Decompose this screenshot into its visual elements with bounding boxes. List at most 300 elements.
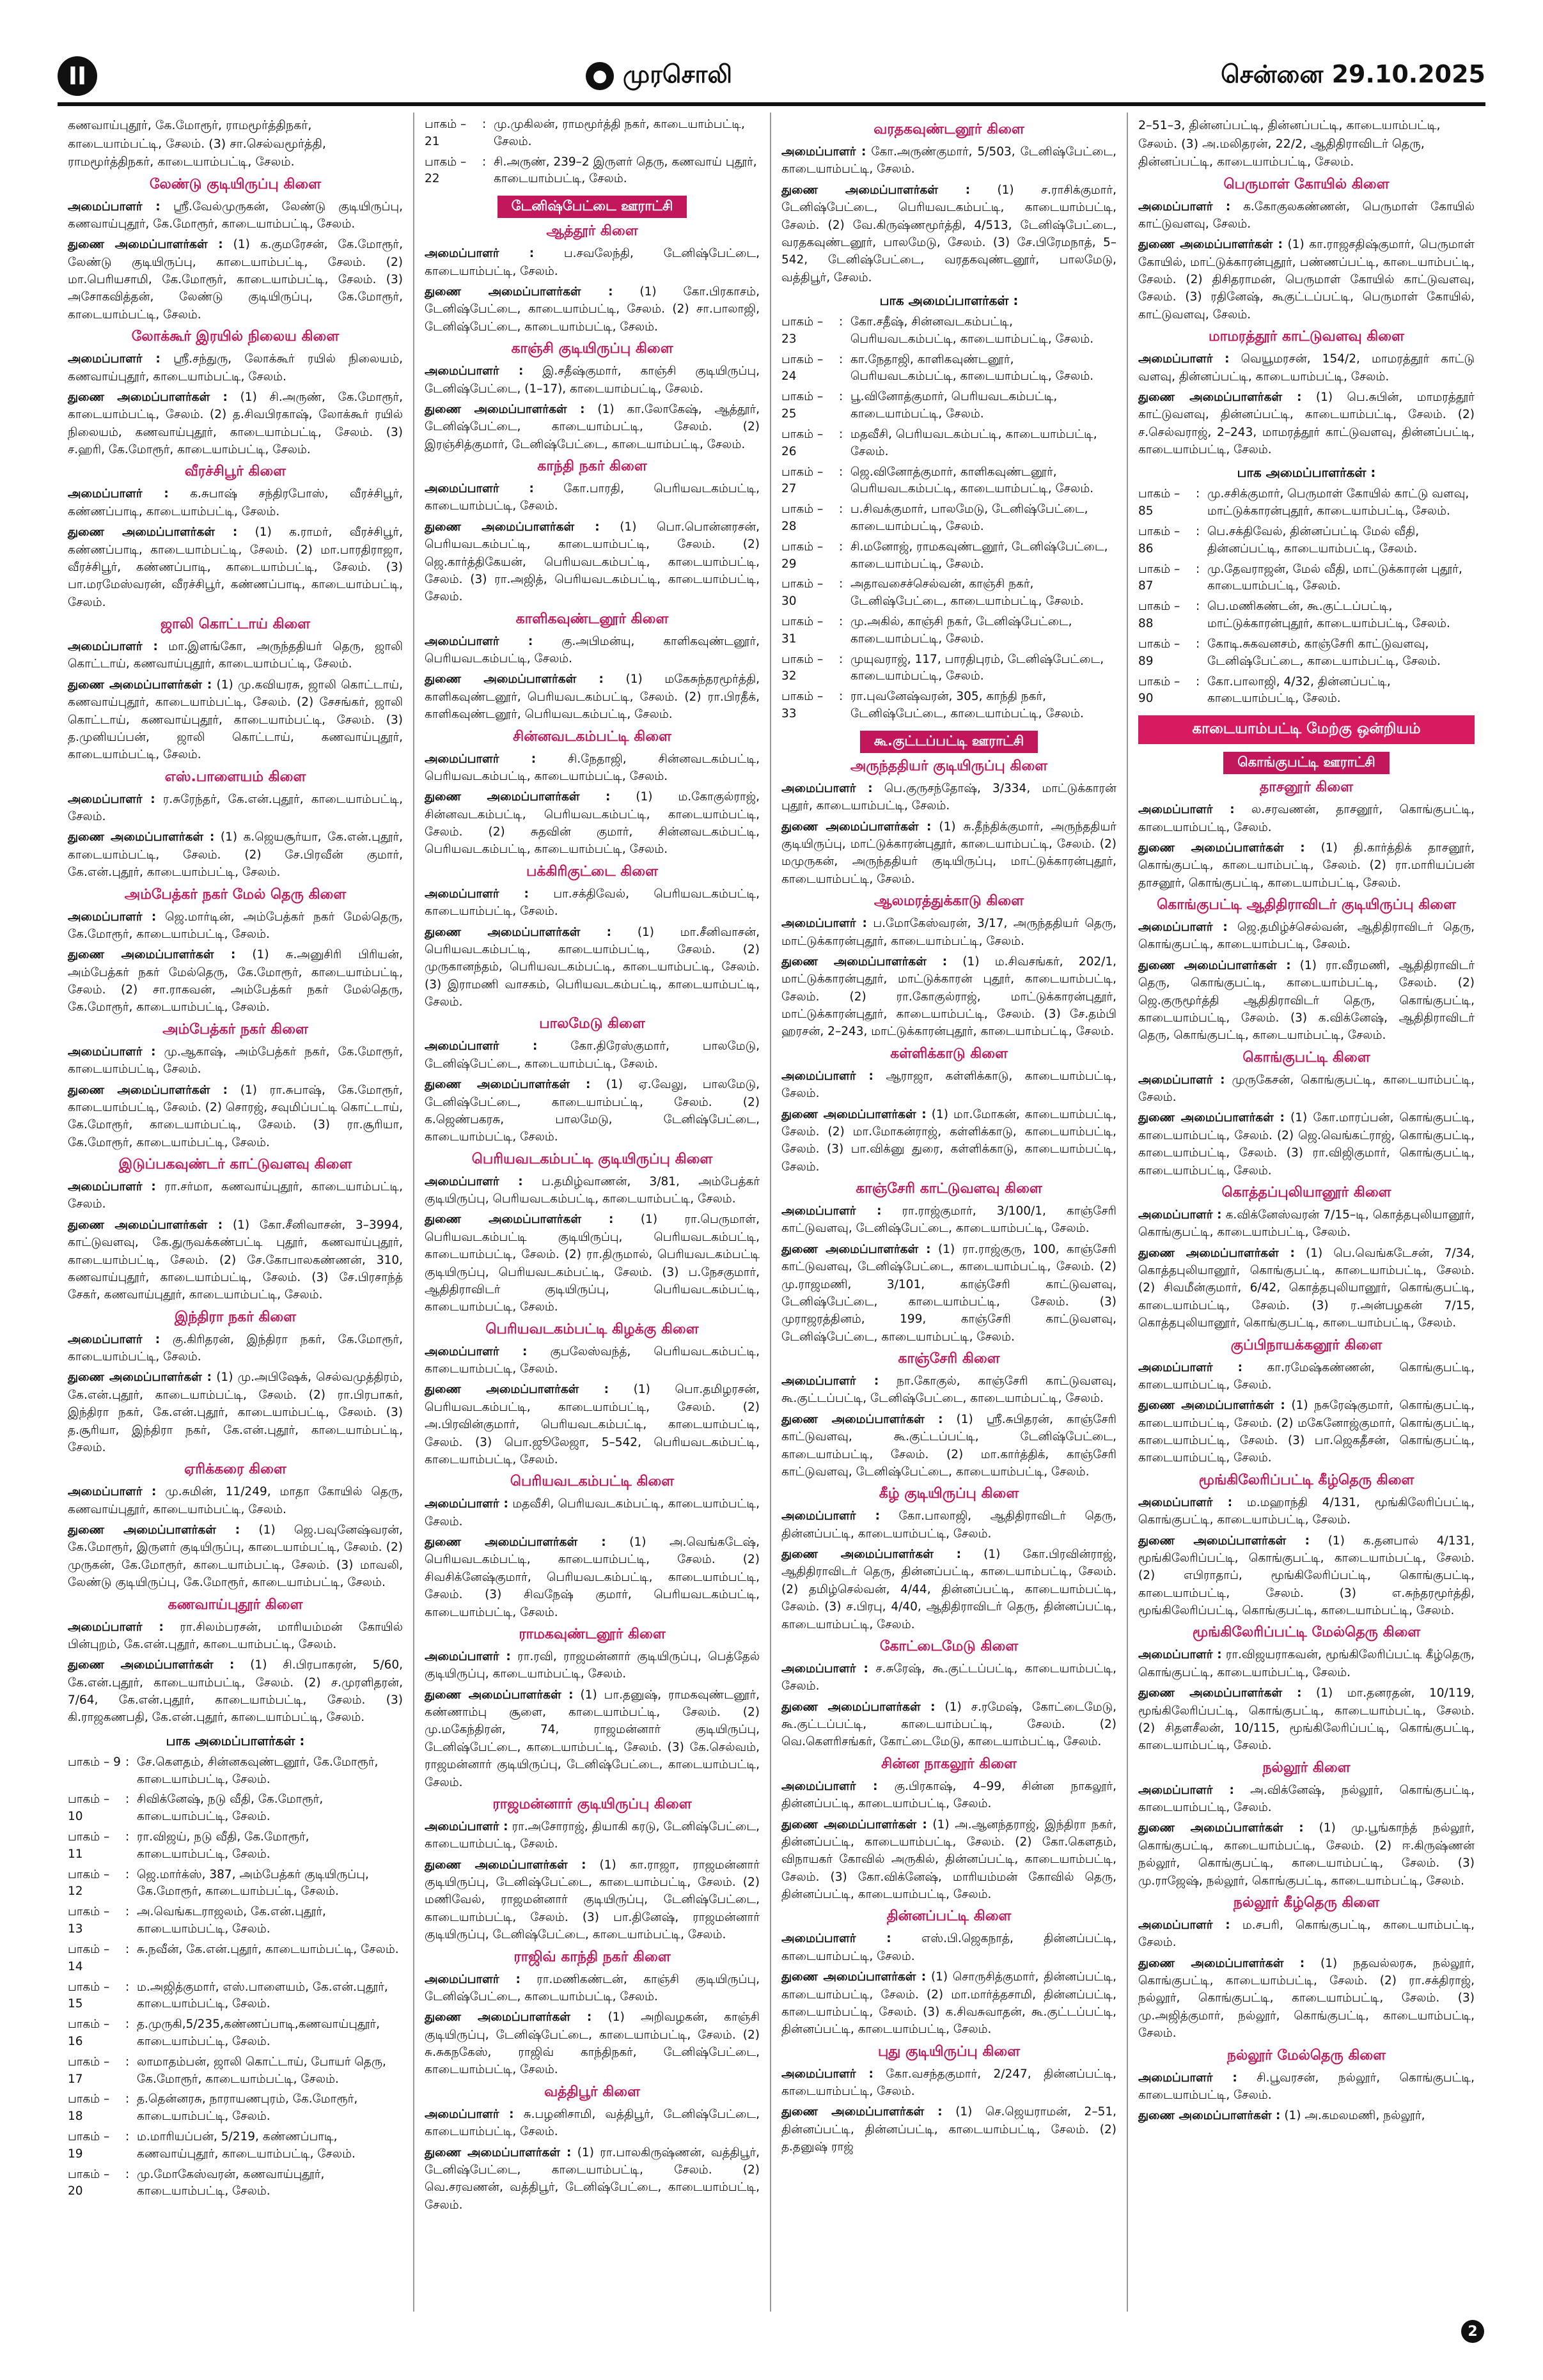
newspaper-title: முரசொலி bbox=[623, 60, 733, 88]
article-columns bbox=[58, 113, 1485, 2312]
office-bearer-entry bbox=[68, 1178, 403, 1213]
bagam-colon: : bbox=[1196, 674, 1200, 688]
branch-section bbox=[1138, 2048, 1475, 2125]
continued-text: கணவாய்புதூர், கே.மோரூர், ராமமூர்த்திநகர், காடையாம்பட்டி, சேலம். (3) சா.செல்வமூர்த்தி, ராமமூர்த்திநகர், காடையாம்பட்டி, சேலம். bbox=[68, 118, 326, 169]
bagam-name: த.தென்னரசு, நாராயணபுரம், கே.மோரூர், காடையாம்பட்டி, சேலம். bbox=[137, 2092, 358, 2124]
bagam-row bbox=[1138, 636, 1475, 671]
bagam-number: பாகம் – 29 bbox=[781, 540, 824, 571]
names-text: ஆராஜா, கள்ளிக்காடு, காடையாம்பட்டி, சேலம். bbox=[781, 1069, 1116, 1101]
office-bearer-entry bbox=[1138, 1684, 1475, 1755]
bagam-name: சு.நவீன், கே.என்.புதூர், காடையாம்பட்டி, சேலம். bbox=[137, 1942, 399, 1956]
branch-section bbox=[1138, 1624, 1475, 1754]
office-bearer-entry bbox=[781, 1106, 1116, 1176]
office-bearer-entry bbox=[781, 182, 1116, 286]
office-bearer-entry bbox=[68, 908, 403, 944]
bagam-number: பாகம் – 16 bbox=[68, 2018, 110, 2048]
role-label: துணை அமைப்பாளர்கள் : bbox=[68, 1218, 223, 1232]
role-label: அமைப்பாளர் : bbox=[1138, 199, 1231, 214]
branch-section bbox=[1138, 1185, 1475, 1332]
office-bearer-entry bbox=[68, 1483, 403, 1518]
role-label: துணை அமைப்பாளர்கள் : bbox=[425, 520, 600, 534]
office-bearer-entry bbox=[425, 671, 760, 723]
role-label: துணை அமைப்பாளர்கள் : bbox=[68, 678, 212, 692]
role-label: துணை அமைப்பாளர்கள் : bbox=[425, 402, 585, 416]
branch-title: பெரியவடகம்பட்டி கிளை bbox=[510, 1474, 675, 1490]
role-label: துணை அமைப்பாளர்கள் : bbox=[1138, 1534, 1310, 1548]
names-text: சி.பூவரசன், நல்லூர், கொங்குபட்டி, காடையாம்பட்டி, சேலம். bbox=[1138, 2071, 1475, 2102]
branch-title: பெரியவடகம்பட்டி குடியிருப்பு கிளை bbox=[471, 1151, 713, 1167]
office-bearer-entry bbox=[1138, 1071, 1475, 1107]
bagam-colon: : bbox=[839, 577, 843, 591]
names-text: கு.கிரிதரன், இந்திரா நகர், கே.மோரூர், காடையாம்பட்டி, சேலம். bbox=[68, 1332, 403, 1364]
office-bearer-entry bbox=[781, 1202, 1116, 1238]
names-text: (1) கா.லோகேஷ், ஆத்தூர், டேனிஷ்பேட்டை, காடையாம்பட்டி, சேலம். (2) இரஞ்சித்குமார், டேனிஷ்பேட்டை, காடையாம்பட்டி, சேலம். bbox=[425, 402, 760, 451]
role-label: துணை அமைப்பாளர்கள் : bbox=[425, 2145, 572, 2159]
bagam-number: பாகம் – 28 bbox=[781, 502, 824, 533]
names-text: மு.ஆகாஷ், அம்பேத்கர் நகர், கே.மோரூர், காடையாம்பட்டி, சேலம். bbox=[68, 1045, 403, 1077]
bagam-name: ஜெ.வினோத்குமார், காளிகவுண்டனூர், பெரியவடகம்பட்டி, காடையாம்பட்டி, சேலம். bbox=[850, 465, 1094, 496]
bagam-row bbox=[68, 2016, 403, 2051]
branch-section bbox=[425, 611, 760, 724]
bagam-name: ரா.புவனேஷ்வரன், 305, காந்தி நகர், டேனிஷ்பேட்டை, காடையாம்பட்டி, சேலம். bbox=[850, 690, 1084, 721]
office-bearer-entry bbox=[781, 1411, 1116, 1481]
bagam-number: பாகம் – 89 bbox=[1138, 637, 1180, 668]
role-label: துணை அமைப்பாளர்கள் : bbox=[1138, 1246, 1295, 1260]
branch-section bbox=[781, 893, 1116, 1041]
role-label: அமைப்பாளர் : bbox=[781, 1204, 882, 1218]
bagam-row bbox=[781, 426, 1116, 461]
office-bearer-entry bbox=[425, 633, 760, 668]
bagam-number: பாகம் – 88 bbox=[1138, 600, 1180, 631]
names-text: (1) மா.தனரதன், 10/119, மூங்கிலேரிப்பட்டி, கொங்குபட்டி, காடையாம்பட்டி, சேலம். (2) சிதளசீலன், 10/115, மூங்கிலேரிப்பட்டி, கொங்குபட்டி, காடையாம்பட்டி, சேலம். bbox=[1138, 1686, 1475, 1753]
role-label: துணை அமைப்பாளர்கள் : bbox=[781, 1412, 943, 1426]
office-bearer-entry bbox=[68, 350, 403, 385]
names-text: வெயூமரசன், 154/2, மாமரத்தூர் காட்டு வளவு, தின்னப்பட்டி, காடையாம்பட்டி, சேலம். bbox=[1138, 352, 1475, 384]
office-bearer-entry bbox=[425, 1038, 760, 1073]
names-text: (1) க.ஜெயசூர்யா, கே.என்.புதூர், காடையாம்பட்டி, சேலம். (2) சே.பிரவீன் குமார், கே.என்.புதூர், காடையாம்பட்டி, சேலம். bbox=[68, 830, 403, 880]
names-text: கோ.பாரதி, பெரியவடகம்பட்டி, காடையாம்பட்டி, சேலம். bbox=[425, 482, 760, 513]
bagam-colon: : bbox=[839, 352, 843, 366]
names-text: (1) பெ.வெங்கடேசன், 7/34, கொத்தபுலியானூர், கொங்குபட்டி, காடையாம்பட்டி, சேலம். (2) சிவமீன்குமார், 6/42, கொத்தபுலியானூர், கொங்குபட்டி, காடையாம்பட்டி, சேலம். (3) ர.அன்பழகன் 7/15, கொத்தபுலியானூர், கொங்குபட்டி, காடையாம்பட்டி, சேலம். bbox=[1138, 1246, 1475, 1330]
office-bearer-entry bbox=[1138, 1359, 1475, 1394]
names-text: (1) ரா.பாலகிருஷ்ணன், வத்திபூர், டேனிஷ்பேட்டை, காடையாம்பட்டி, சேலம். (2) வெ.சரவணன், வத்திபூர், டேனிஷ்பேட்டை, காடையாம்பட்டி, சேலம். bbox=[425, 2145, 760, 2212]
names-text: (1) மா.மோகன், காடையாம்பட்டி, சேலம். (2) மா.மோகன்ராஜ், கள்ளிக்காடு, காடையாம்பட்டி, சேலம். (3) பா.விக்னு துரை, கள்ளிக்காடு, காடையாம்பட்டி, சேலம். bbox=[781, 1107, 1116, 1174]
bagam-number: பாகம் – 20 bbox=[68, 2167, 110, 2198]
branch-title: கொங்குபட்டி கிளை bbox=[1242, 1049, 1370, 1066]
branch-title: காந்தி நகர் கிளை bbox=[537, 458, 647, 474]
role-label: துணை அமைப்பாளர்கள் : bbox=[425, 925, 612, 939]
branch-section bbox=[68, 1309, 403, 1457]
names-text: (1) கோ.பிரவின்ராஜ், ஆதிதிராவிடர் தெரு, தின்னப்பட்டி, காடையாம்பட்டி, சேலம். (2) தமிழ்செல்வன், 4/44, தின்னப்பட்டி, காடையாம்பட்டி, சேலம். (3) ச.பிரபு, 4/40, ஆதிதிராவிடர் தெரு, தின்னப்பட்டி, காடையாம்பட்டி, சேலம். bbox=[781, 1548, 1116, 1631]
branch-title: மாமரத்தூர் காட்டுவளவு கிளை bbox=[1209, 329, 1404, 345]
role-label: அமைப்பாளர் : bbox=[1138, 1648, 1222, 1662]
branch-title: நல்லூர் மேல்தெரு கிளை bbox=[1226, 2047, 1386, 2064]
names-text: மா.இளங்கோ, அருந்ததியர் தெரு, ஜாலி கொட்டாய், கணவாய்புதூர், காடையாம்பட்டி, சேலம். bbox=[68, 640, 403, 671]
branch-section bbox=[781, 1351, 1116, 1481]
names-text: க.சுபாஷ் சந்திரபோஸ், வீரச்சிபூர், கண்ணப்பாடி, காடையாம்பட்டி, சேலம். bbox=[68, 487, 403, 518]
office-bearer-entry bbox=[425, 1343, 760, 1378]
bagam-colon: : bbox=[125, 1755, 130, 1769]
role-label: துணை அமைப்பாளர்கள் : bbox=[781, 820, 932, 834]
office-bearer-entry bbox=[1138, 350, 1475, 385]
branch-title: ஏரிக்கரை கிளை bbox=[184, 1461, 286, 1478]
office-bearer-entry bbox=[425, 1818, 760, 1853]
role-label: அமைப்பாளர் : bbox=[68, 1485, 157, 1499]
role-label: துணை அமைப்பாளர்கள் : bbox=[425, 285, 613, 299]
bagam-row bbox=[1138, 524, 1475, 558]
role-label: அமைப்பாளர் : bbox=[425, 1972, 521, 1986]
role-label: அமைப்பாளர் : bbox=[425, 482, 534, 495]
role-label: துணை அமைப்பாளர்கள் : bbox=[68, 948, 236, 962]
branch-section bbox=[1138, 1050, 1475, 1179]
office-bearer-entry bbox=[425, 480, 760, 515]
role-label: அமைப்பாளர் : bbox=[1138, 1208, 1222, 1222]
names-text: ம.சபரி, கொங்குபட்டி, காடையாம்பட்டி, சேலம். bbox=[1138, 1918, 1475, 1950]
role-label: துணை அமைப்பாளர்கள் : bbox=[425, 1688, 574, 1702]
office-bearer-entry bbox=[1138, 801, 1475, 836]
office-bearer-entry bbox=[68, 485, 403, 520]
role-label: அமைப்பாளர் : bbox=[1138, 803, 1235, 817]
bagam-name: கா.நேதாஜி, காளிகவுண்டனூர், பெரியவடகம்பட்டி, காடையாம்பட்டி, சேலம். bbox=[850, 352, 1094, 384]
branch-title: ஜாலி கொட்டாய் கிளை bbox=[160, 616, 311, 632]
office-bearer-entry bbox=[1138, 1782, 1475, 1817]
role-label: அமைப்பாளர் : bbox=[68, 640, 158, 653]
branch-title: சின்ன நாகலூர் கிளை bbox=[881, 1755, 1017, 1772]
names-text: (1) ச.ராசிக்குமார், டேனிஷ்பேட்டை, பெரியவடகம்பட்டி, காடையாம்பட்டி, சேலம். (2) வே.கிருஷ்ணமூர்த்தி, 4/513, டேனிஷ்பேட்டை, வரதகவுண்டனூர், பாலமேடு, சேலம். (3) சே.பிரேமநாத், 5–542, டேனிஷ்பேட்டை, வரதகவுண்டனூர், பாலமேடு, வத்திபூர், சேலம். bbox=[781, 183, 1116, 284]
branch-section bbox=[68, 1597, 403, 1727]
bagam-row bbox=[781, 651, 1116, 686]
names-text: எஸ்.பி.ஜெகநாத், தின்னப்பட்டி, காடையாம்பட்டி, சேலம். bbox=[781, 1932, 1116, 1963]
role-label: அமைப்பாளர் : bbox=[68, 352, 161, 366]
names-text: (1) அ.கமலமணி, நல்லூர், bbox=[1284, 2109, 1425, 2123]
bagam-colon: : bbox=[125, 2092, 130, 2106]
column-1 bbox=[58, 113, 414, 2312]
names-text: கோ.வசந்தகுமார், 2/247, தின்னப்பட்டி, காடையாம்பட்டி, சேலம். bbox=[781, 2067, 1116, 2098]
names-text: மு.சுமின், 11/249, மாதா கோயில் தெரு, கணவாய்புதூர், காடையாம்பட்டி, சேலம். bbox=[68, 1485, 403, 1516]
bagam-number: பாகம் – 86 bbox=[1138, 525, 1180, 556]
names-text: கு.அபிமன்யு, காளிகவுண்டனூர், பெரியவடகம்பட்டி, சேலம். bbox=[425, 634, 760, 665]
names-text: (1) மா.சீனிவாசன், பெரியவடகம்பட்டி, காடையாம்பட்டி, சேலம். (2) முருகானந்தம், பெரியவடகம்பட்டி, காடையாம்பட்டி, சேலம். (3) இராமணி வாசகம், பெரியவடகம்பட்டி, காடையாம்பட்டி, சேலம். bbox=[425, 925, 760, 1009]
branch-section bbox=[425, 1151, 760, 1316]
role-label: துணை அமைப்பாளர்கள் : bbox=[781, 183, 971, 197]
names-text: ப.மோகேஸ்வரன், 3/17, அருந்ததியர் தெரு, மாட்டுக்காரன்புதூர், காடையாம்பட்டி, சேலம். bbox=[781, 917, 1117, 948]
bagam-number: பாகம் – 17 bbox=[68, 2055, 110, 2086]
office-bearer-entry bbox=[1138, 957, 1475, 1045]
role-label: துணை அமைப்பாளர்கள் : bbox=[68, 1083, 228, 1097]
office-bearer-entry bbox=[1138, 389, 1475, 459]
bagam-colon: : bbox=[125, 1830, 130, 1844]
role-label: அமைப்பாளர் : bbox=[425, 2107, 514, 2121]
names-text: ஜெ.மார்டின், அம்பேத்கர் நகர் மேல்தெரு, கே.மோரூர், காடையாம்பட்டி, சேலம். bbox=[68, 910, 403, 941]
bagam-row bbox=[781, 389, 1116, 423]
role-label: துணை அமைப்பாளர்கள் : bbox=[1138, 958, 1291, 972]
bagam-row bbox=[1138, 486, 1475, 520]
branch-section bbox=[781, 1486, 1116, 1633]
bagam-colon: : bbox=[125, 1793, 130, 1807]
bagam-number: பாகம் – 18 bbox=[68, 2092, 110, 2124]
names-text: (1) ச.ரமேஷ், கோட்டைமேடு, கூ.குட்டப்பட்டி, காடையாம்பட்டி, சேலம். (2) வெ.கௌரிசங்கர், கோட்டைமேடு, காடையாம்பட்டி, சேலம். bbox=[781, 1700, 1116, 1749]
office-bearer-entry bbox=[781, 818, 1116, 889]
branch-section bbox=[425, 1626, 760, 1791]
role-label: அமைப்பாளர் : bbox=[425, 752, 537, 766]
branch-title: பெருமாள் கோயில் கிளை bbox=[1223, 176, 1390, 192]
office-bearer-entry bbox=[781, 953, 1116, 1041]
branch-title: அம்பேத்கர் நகர் மேல் தெரு கிளை bbox=[124, 886, 347, 903]
names-text: (1) நசுரேஷ்குமார், கொங்குபட்டி, காடையாம்பட்டி, சேலம். (2) மகேனோஜ்குமார், கொங்குபட்டி, காடையாம்பட்டி, சேலம். (3) பா.ஜெகதீசன், கொங்குபட்டி, காடையாம்பட்டி, சேலம். bbox=[1138, 1399, 1475, 1465]
office-bearer-entry bbox=[1138, 1206, 1475, 1241]
role-label: அமைப்பாளர் : bbox=[781, 917, 867, 931]
office-bearer-entry bbox=[781, 143, 1116, 178]
office-bearer-entry bbox=[68, 1619, 403, 1654]
bagam-row bbox=[781, 464, 1116, 499]
branch-title: மூங்கிலேரிப்பட்டி கீழ்தெரு கிளை bbox=[1198, 1472, 1414, 1488]
branch-section bbox=[425, 1474, 760, 1621]
names-text: இ.சதீஷ்குமார், காஞ்சி குடியிருப்பு, டேனிஷ்பேட்டை, (1–17), காடையாம்பட்டி, சேலம். bbox=[425, 364, 760, 396]
role-label: துணை அமைப்பாளர்கள் : bbox=[781, 1548, 961, 1561]
bagam-name: ஜெ.மார்க்ஸ், 387, அம்பேத்கர் குடியிருப்பு, கே.மோரூர், காடையாம்பட்டி, சேலம். bbox=[137, 1867, 369, 1899]
office-bearer-entry bbox=[1138, 1397, 1475, 1467]
role-label: அமைப்பாளர் : bbox=[68, 910, 157, 924]
bagam-number: பாகம் – 12 bbox=[68, 1867, 110, 1899]
role-label: அமைப்பாளர் : bbox=[1138, 2071, 1237, 2085]
names-text: (1) ம.சிவசங்கர், 202/1, மாட்டுக்காரன்புதூர், மாட்டுக்காரன் புதூர், காடையாம்பட்டி, சேலம். (2) ரா.கோகுல்ராஜ், மாட்டுக்காரன்புதூர், மாட்டுக்காரன்புதூர், காடையாம்பட்டி, சேலம். (3) சே.தம்பி ஹரசன், 2–243, மாட்டுக்காரன்புதூர், காடையாம்பட்டி, சேலம். bbox=[781, 954, 1116, 1039]
bagam-row bbox=[781, 614, 1116, 648]
office-bearer-entry bbox=[425, 283, 760, 336]
bagam-colon: : bbox=[125, 1942, 130, 1956]
names-text: கா.ரமேஷ்கண்ணன், கொங்குபட்டி, காடையாம்பட்டி, சேலம். bbox=[1138, 1360, 1475, 1392]
names-text: கோ.திரேஸ்குமார், பாலமேடு, டேனிஷ்பேட்டை, காடையாம்பட்டி, சேலம். bbox=[425, 1039, 760, 1071]
office-bearer-entry bbox=[781, 1241, 1116, 1346]
names-text: (1) சி.அருண், கே.மோரூர், காடையாம்பட்டி, சேலம். (2) த.சிவபிரகாஷ், லோக்கூர் ரயில் நிலையம், கணவாய்புதூர், காடையாம்பட்டி, சேலம். (3) ச.ஹரி, கே.மோரூர், காடையாம்பட்டி, சேலம். bbox=[68, 390, 403, 456]
role-label: அமைப்பாளர் : bbox=[781, 781, 873, 795]
office-bearer-entry bbox=[781, 1068, 1116, 1103]
bagam-number: பாகம் – 15 bbox=[68, 1980, 110, 2011]
role-label: துணை அமைப்பாளர்கள் : bbox=[425, 1858, 586, 1872]
bagam-colon: : bbox=[1196, 525, 1200, 538]
branch-section bbox=[781, 121, 1116, 286]
names-text: (1) நதவல்லரசு, நல்லூர், கொங்குபட்டி, காடையாம்பட்டி, சேலம். (2) ரா.சக்திராஜ், நல்லூர், கொங்குபட்டி, காடையாம்பட்டி, சேலம். (3) மு.அஜித்குமார், நல்லூர், கொங்குபட்டி, காடையாம்பட்டி, சேலம். bbox=[1138, 1956, 1475, 2041]
branch-section bbox=[68, 887, 403, 1016]
names-text: (1) ஸ்ரீ.சுபிதரன், காஞ்சேரி காட்டுவளவு, கூ.குட்டப்பட்டி, டேனிஷ்பேட்டை, காடையாம்பட்டி, சேலம். (2) மா.கார்த்திக், காஞ்சேரி காட்டுவளவு, டேனிஷ்பேட்டை, காடையாம்பட்டி, சேலம். bbox=[781, 1412, 1116, 1479]
branch-title: லேண்டு குடியிருப்பு கிளை bbox=[149, 176, 322, 192]
bagam-number: பாகம் – 32 bbox=[781, 652, 824, 683]
bagam-row bbox=[68, 1867, 403, 1901]
office-bearer-entry bbox=[425, 1856, 760, 1944]
office-bearer-entry bbox=[781, 1816, 1116, 1904]
bagam-name: பெ.மணிகண்டன், கூ.குட்டப்பட்டி, மாட்டுக்காரன்புதூர், காடையாம்பட்டி, சேலம். bbox=[1207, 600, 1450, 631]
names-text: (1) கோ.சீனிவாசன், 3–3994, காட்டுவளவு, கே.துருவக்கண்பட்டி புதூர், கணவாய்புதூர், காடையாம்பட்டி, சேலம். (2) சே.கோபாலகண்ணன், 310, கணவாய்புதூர், காடையாம்பட்டி, சேலம். (3) சே.பிரசாந்த் சேகர், கணவாய்புதூர், காடையாம்பட்டி, சேலம். bbox=[68, 1218, 403, 1302]
branch-section bbox=[68, 329, 403, 458]
bagam-row bbox=[68, 1941, 403, 1976]
names-text: (1) கா.ராஜசதிஷ்குமார், பெருமாள் கோயில், மாட்டுக்காரன்புதூர், பண்ணப்பட்டி, காடையாம்பட்டி, சேலம். (2) திசிதராமன், பெருமாள் கோயில் காட்டுவளவு, சேலம். (3) ரதினேஷ், கூகுட்டப்பட்டி, பெருமாள் கோயில், காட்டுவளவு, சேலம். bbox=[1138, 238, 1475, 322]
branch-section bbox=[425, 458, 760, 606]
branch-section bbox=[425, 1016, 760, 1146]
office-bearer-entry bbox=[1138, 2069, 1475, 2104]
branch-section bbox=[781, 758, 1116, 888]
names-text: (1) பெ.சுபின், மாமரத்தூர் காட்டுவளவு, தின்னப்பட்டி, காடையாம்பட்டி, சேலம். (2) ச.செல்வராஜ், 2–243, மாமரத்தூர் காட்டுவளவு, தின்னப்பட்டி, காடையாம்பட்டி, சேலம். bbox=[1138, 390, 1475, 456]
bagam-name: மு.தேவராஜன், மேல் வீதி, மாட்டுக்காரன் புதூர், காடையாம்பட்டி, சேலம். bbox=[1207, 562, 1462, 593]
header-rule bbox=[58, 102, 1485, 106]
bagam-name: மு.சசிக்குமார், பெருமாள் கோயில் காட்டு வளவு, மாட்டுக்காரன்புதூர், காடையாம்பட்டி, சேலம். bbox=[1207, 487, 1469, 518]
office-bearer-entry bbox=[1138, 1955, 1475, 2042]
bagam-name: கோ.பாலாஜி, 4/32, தின்னப்பட்டி, காடையாம்பட்டி, சேலம். bbox=[1207, 674, 1391, 706]
union-heading: காடையாம்பட்டி மேற்கு ஒன்றியம் bbox=[1138, 715, 1475, 744]
column-3 bbox=[771, 113, 1128, 2312]
bagam-number: பாகம் – 22 bbox=[425, 155, 467, 186]
office-bearer-entry bbox=[425, 1211, 760, 1316]
office-bearer-entry bbox=[1138, 1917, 1475, 1952]
bagam-colon: : bbox=[839, 315, 843, 329]
office-bearer-entry bbox=[68, 1082, 403, 1152]
role-label: துணை அமைப்பாளர்கள் : bbox=[68, 830, 215, 844]
bagam-name: ரா.விஜய், நடு வீதி, கே.மோரூர், காடையாம்பட்டி, சேலம். bbox=[137, 1830, 309, 1861]
names-text: (1) ஏ.வேலு, பாலமேடு, டேனிஷ்பேட்டை, காடையாம்பட்டி, சேலம். (2) க.ஜெண்பகரசு, பாலமேடு, டேனிஷ்பேட்டை, காடையாம்பட்டி, சேலம். bbox=[425, 1078, 760, 1144]
names-text: (1) பொ.பொன்னரசன், பெரியவடகம்பட்டி, காடையாம்பட்டி, சேலம். (2) ஜெ.கார்த்திகேயன், பெரியவடகம்பட்டி, காடையாம்பட்டி, சேலம். (3) ரா.அஜித், பெரியவடகம்பட்டி, காடையாம்பட்டி, சேலம். bbox=[425, 520, 760, 604]
role-label: அமைப்பாளர் : bbox=[425, 1649, 511, 1663]
footer-page-number: 2 bbox=[1461, 2320, 1484, 2343]
office-bearer-entry bbox=[425, 924, 760, 1011]
role-label: துணை அமைப்பாளர்கள் : bbox=[425, 790, 611, 804]
bagam-number: பாகம் – 9 bbox=[68, 1755, 121, 1769]
bagam-name: மு.மோகேஸ்வரன், கணவாய்புதூர், காடையாம்பட்டி, சேலம். bbox=[137, 2167, 325, 2198]
bagam-heading: பாக அமைப்பாளர்கள் : bbox=[166, 1732, 305, 1748]
bagam-row bbox=[781, 352, 1116, 386]
names-text: மதவீசி, பெரியவடகம்பட்டி, காடையாம்பட்டி, சேலம். bbox=[425, 1497, 760, 1528]
names-text: (1) க.தனபால் 4/131, மூங்கிலேரிப்பட்டி, கொங்குபட்டி, காடையாம்பட்டி, சேலம். (2) எபிராதாப், மூங்கிலேரிப்பட்டி, கொங்குபட்டி, காடையாம்பட்டி, சேலம். (3) எ.சுந்தரமூர்த்தி, மூங்கிலேரிப்பட்டி, கொங்குபட்டி, காடையாம்பட்டி, சேலம். bbox=[1138, 1534, 1475, 1617]
bagam-number: பாகம் – 90 bbox=[1138, 674, 1180, 706]
continued-text: 2–51–3, தின்னப்பட்டி, தின்னப்பட்டி, காடையாம்பட்டி, சேலம். (3) அ.மலிதரன், 22/2, ஆதிதிராவிடர் தெரு, தின்னப்பட்டி, காடையாம்பட்டி, சேலம். bbox=[1138, 118, 1441, 169]
branch-title: ஆலமரத்துக்காடு கிளை bbox=[873, 893, 1024, 910]
role-label: துணை அமைப்பாளர்கள் : bbox=[68, 525, 238, 540]
branch-section bbox=[425, 223, 760, 336]
names-text: குபலேஸ்வந்த், பெரியவடகம்பட்டி, காடையாம்பட்டி, சேலம். bbox=[425, 1344, 760, 1376]
bagam-name: ம.அஜித்குமார், எஸ்.பாளையம், கே.என்.புதூர், காடையாம்பட்டி, சேலம். bbox=[137, 1980, 388, 2011]
office-bearer-entry bbox=[425, 1076, 760, 1146]
names-text: (1) அ.வெங்கடேஷ், பெரியவடகம்பட்டி, காடையாம்பட்டி, சேலம். (2) சிவசிக்னேஷ்குமார், பெரியவடகம்பட்டி, காடையாம்பட்டி, சேலம். (3) சிவநேஷ் குமார், பெரியவடகம்பட்டி, காடையாம்பட்டி, சேலம். bbox=[425, 1536, 760, 1619]
office-bearer-entry bbox=[425, 2106, 760, 2141]
names-text: (1) தி.கார்த்திக் தாசனூர், கொங்குபட்டி, காடையாம்பட்டி, சேலம். (2) ரா.மாரியப்பன் தாசனூர், கொங்குபட்டி, காடையாம்பட்டி, சேலம். bbox=[1138, 841, 1475, 890]
office-bearer-entry bbox=[781, 915, 1116, 950]
bagam-colon: : bbox=[125, 2055, 130, 2069]
office-bearer-entry bbox=[425, 1971, 760, 2006]
branch-section bbox=[425, 341, 760, 453]
masthead bbox=[58, 56, 1485, 96]
branch-title: கீழ் குடியிருப்பு கிளை bbox=[879, 1486, 1019, 1502]
role-label: அமைப்பாளர் : bbox=[425, 887, 529, 901]
office-bearer-entry bbox=[425, 1173, 760, 1208]
branch-section bbox=[425, 2084, 760, 2214]
office-bearer-entry bbox=[1138, 839, 1475, 892]
bagam-name: அதாவசைச்செல்வன், காஞ்சி நகர், டேனிஷ்பேட்டை, காடையாம்பட்டி, சேலம். bbox=[850, 577, 1084, 609]
role-label: அமைப்பாளர் : bbox=[781, 2067, 873, 2081]
newspaper-brand bbox=[586, 60, 732, 92]
names-text: ப.சவலேந்தி, டேனிஷ்பேட்டை, காடையாம்பட்டி, சேலம். bbox=[425, 247, 760, 278]
bagam-number: பாகம் – 30 bbox=[781, 577, 824, 609]
branch-title: பாலமேடு கிளை bbox=[539, 1016, 645, 1032]
bagam-list bbox=[781, 293, 1116, 723]
bagam-row bbox=[425, 116, 760, 151]
bagam-name: த.முருகி,5/235,கண்ணப்பாடி,கணவாய்புதூர், காடையாம்பட்டி, சேலம். bbox=[137, 2018, 380, 2048]
bagam-number: பாகம் – 87 bbox=[1138, 562, 1180, 593]
names-text: (1) ஜெ.பவுனேஷ்வரன், கே.மோரூர், இருளர் குடியிருப்பு, காடையாம்பட்டி, சேலம். (2) முருகன், கே.மோரூர், காடையாம்பட்டி, சேலம். (3) மாவலி, லேண்டு குடியிருப்பு, கே.மோரூர், காடையாம்பட்டி, சேலம். bbox=[68, 1523, 403, 1590]
bagam-colon: : bbox=[1196, 600, 1200, 614]
role-label: அமைப்பாளர் : bbox=[781, 1069, 873, 1083]
bagam-colon: : bbox=[839, 502, 843, 517]
names-text: (1) ரா.சுபாஷ், கே.மோரூர், காடையாம்பட்டி, சேலம். (2) சொரஜ், சவுமிப்பட்டி கொட்டாய், கே.மோரூர், காடையாம்பட்டி, சேலம். (3) ரா.சூரியா, கே.மோரூர், காடையாம்பட்டி, சேலம். bbox=[68, 1083, 403, 1149]
office-bearer-entry bbox=[781, 1778, 1116, 1813]
bagam-name: முயுவராஜ், 117, பாரதிபுரம், டேனிஷ்பேட்டை, காடையாம்பட்டி, சேலம். bbox=[850, 652, 1104, 683]
office-bearer-entry bbox=[68, 1331, 403, 1366]
role-label: அமைப்பாளர் : bbox=[68, 1332, 161, 1346]
branch-section bbox=[781, 2044, 1116, 2156]
branch-title: பக்கிரிகுட்டை கிளை bbox=[526, 863, 658, 880]
office-bearer-entry bbox=[68, 676, 403, 764]
names-text: ரா.விஜயராகவன், மூங்கிலேரிப்பட்டி கீழ்தெரு, கொங்குபட்டி, காடையாம்பட்டி, சேலம். bbox=[1138, 1648, 1475, 1679]
bagam-heading: பாக அமைப்பாளர்கள் : bbox=[879, 293, 1019, 308]
office-bearer-entry bbox=[781, 1968, 1116, 2039]
role-label: துணை அமைப்பாளர்கள் : bbox=[781, 1970, 927, 1984]
office-bearer-entry bbox=[1138, 2107, 1475, 2124]
branch-section bbox=[781, 1756, 1116, 1904]
branch-title: நல்லூர் கீழ்தெரு கிளை bbox=[1233, 1894, 1380, 1911]
role-label: துணை அமைப்பாளர்கள் : bbox=[68, 238, 223, 252]
bagam-name: சே.கௌதம், சின்னகவுண்டனூர், கே.மோரூர், காடையாம்பட்டி, சேலம். bbox=[137, 1755, 379, 1786]
role-label: அமைப்பாளர் : bbox=[1138, 1783, 1234, 1797]
names-text: (1) மு.அபிஷேக், செல்வமுத்திரம், கே.என்.புதூர், காடையாம்பட்டி, சேலம். (2) ரா.பிரபாகர், இந்திரா நகர், கே.என்.புதூர், காடையாம்பட்டி, சேலம். (3) த.சூரியா, இந்திரா நகர், கே.என்.புதூர், காடையாம்பட்டி, சேலம். bbox=[68, 1371, 403, 1454]
names-text: (1) பா.தனுஷ், ராமகவுண்டனூர், கண்ணாம்பு சூளை, காடையாம்பட்டி, சேலம். (2) மு.மகேந்திரன், 74, ராஜமன்னார் குடியிருப்பு, டேனிஷ்பேட்டை, காடையாம்பட்டி, சேலம். (3) கே.செல்வம், ராஜமன்னார் குடியிருப்பு, டேனிஷ்பேட்டை, காடையாம்பட்டி, சேலம். bbox=[425, 1688, 760, 1789]
branch-title: வரதகவுண்டனூர் கிளை bbox=[873, 121, 1024, 137]
bagam-colon: : bbox=[839, 690, 843, 704]
role-label: அமைப்பாளர் : bbox=[1138, 1073, 1225, 1087]
role-label: துணை அமைப்பாளர்கள் : bbox=[1138, 238, 1283, 252]
bagam-colon: : bbox=[839, 615, 843, 628]
role-label: அமைப்பாளர் : bbox=[781, 1779, 878, 1793]
role-label: அமைப்பாளர் : bbox=[781, 1661, 868, 1676]
branch-title: மூங்கிலேரிப்பட்டி மேல்தெரு கிளை bbox=[1192, 1624, 1421, 1641]
branch-title: தின்னப்பட்டி கிளை bbox=[886, 1908, 1012, 1925]
role-label: துணை அமைப்பாளர்கள் : bbox=[1138, 1956, 1305, 1970]
bagam-list bbox=[425, 116, 760, 188]
bagam-colon: : bbox=[1196, 562, 1200, 576]
role-label: துணை அமைப்பாளர்கள் : bbox=[781, 1700, 936, 1714]
role-label: துணை அமைப்பாளர்கள் : bbox=[781, 2105, 943, 2119]
role-label: துணை அமைப்பாளர்கள் : bbox=[425, 1383, 609, 1397]
office-bearer-entry bbox=[1138, 1646, 1475, 1681]
names-text: (1) பொ.தமிழரசன், பெரியவடகம்பட்டி, காடையாம்பட்டி, சேலம். (2) அ.பிரவின்குமார், பெரியவடகம்பட்டி, காடையாம்பட்டி, சேலம். (3) பொ.ஜூலேஜா, 5–542, பெரியவடகம்பட்டி, காடையாம்பட்டி, சேலம். bbox=[425, 1383, 760, 1466]
role-label: துணை அமைப்பாளர்கள் : bbox=[68, 1658, 235, 1672]
bagam-colon: : bbox=[839, 427, 843, 441]
bagam-name: கோடி.சுகவனசம், காஞ்சேரி காட்டுவளவு, டேனிஷ்பேட்டை, காடையாம்பட்டி, சேலம். bbox=[1207, 637, 1441, 668]
names-text: (1) அ.ஆனந்தராஜ், இந்திரா நகர், தின்னப்பட்டி, காடையாம்பட்டி, சேலம். (2) கோ.கௌதம், விநாயகர் கோவில் அருகில், தின்னப்பட்டி, காடையாம்பட்டி, சேலம். (3) கோ.விக்னேஷ், மாரியம்மன் கோவில் தெரு, தின்னப்பட்டி, காடையாம்பட்டி, சேலம். bbox=[781, 1817, 1116, 1901]
office-bearer-entry bbox=[425, 362, 760, 398]
branch-title: கொத்தப்புலியானூர் கிளை bbox=[1221, 1184, 1391, 1201]
bagam-number: பாகம் – 13 bbox=[68, 1905, 110, 1936]
office-bearer-entry bbox=[781, 1699, 1116, 1751]
role-label: அமைப்பாளர் : bbox=[68, 792, 155, 806]
office-bearer-entry bbox=[68, 1043, 403, 1078]
bagam-number: பாகம் – 31 bbox=[781, 615, 824, 646]
office-bearer-entry bbox=[425, 2009, 760, 2079]
branch-section bbox=[68, 616, 403, 764]
bagam-row bbox=[781, 501, 1116, 536]
office-bearer-entry bbox=[68, 791, 403, 826]
bagam-colon: : bbox=[482, 155, 487, 169]
names-text: (1) மகேசுந்தரமூர்த்தி, காளிகவுண்டனூர், பெரியவடகம்பட்டி, சேலம். (2) ரா.பிரதீக், காளிகவுண்டனூர், பெரியவடகம்பட்டி, சேலம். bbox=[425, 673, 760, 722]
bagam-number: பாகம் – 11 bbox=[68, 1830, 110, 1861]
bagam-name: ப.சிவக்குமார், பாலமேடு, டேனிஷ்பேட்டை, காடையாம்பட்டி, சேலம். bbox=[850, 502, 1088, 533]
office-bearer-entry bbox=[425, 885, 760, 921]
bagam-colon: : bbox=[839, 652, 843, 666]
